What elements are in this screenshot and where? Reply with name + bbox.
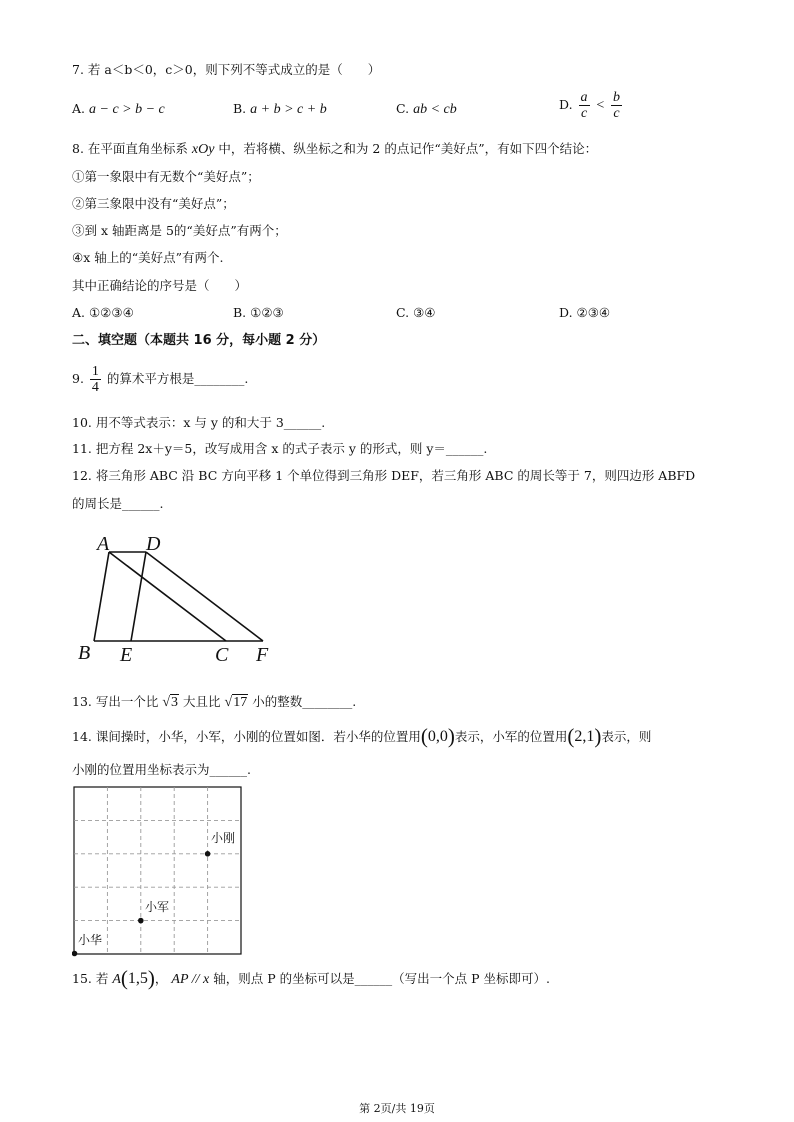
q7-option-c-label: C. (396, 101, 410, 116)
q8-item-4: ④x 轴上的“美好点”有两个. (72, 250, 224, 265)
q9 (72, 364, 248, 395)
q8-option-b: B. ①②③ (233, 305, 284, 320)
q15-mid: ， (154, 971, 168, 986)
q7-option-a (72, 99, 165, 120)
q7-option-d-lhs-fraction (579, 90, 590, 121)
q13-sqrt-17: √17 (224, 695, 248, 710)
q7-option-b-expr: a + b > c + b (250, 102, 327, 117)
q9-fraction (90, 364, 101, 395)
q7-option-d-label: D. (559, 97, 573, 112)
q14-grid-figure (72, 785, 246, 957)
q7-option-b-label: B. (233, 101, 247, 116)
q7-option-d-operator: < (595, 98, 605, 113)
fraction-numerator: b (612, 90, 620, 105)
segment-ac (109, 552, 226, 641)
label-xiaogang: 小刚 (211, 831, 236, 845)
label-b: B (78, 642, 91, 664)
q14-point-xiaojun: (2,1) (567, 724, 602, 748)
point-xiaojun (138, 918, 144, 924)
q9-text: 的算术平方根是________. (106, 371, 249, 386)
section-heading: 二、填空题（本题共 16 分，每小题 2 分） (72, 333, 326, 348)
q15-point-a-coords: 1,5 (127, 970, 148, 987)
label-xiaohua: 小华 (78, 933, 103, 947)
q8-stem-pre: 8. 在平面直角坐标系 (72, 141, 188, 156)
fraction-numerator: a (580, 90, 588, 105)
q7-option-d-rhs-fraction (611, 90, 622, 121)
q8-stem (72, 139, 597, 160)
label-c: C (215, 644, 229, 666)
q8-option-a: A. ①②③④ (72, 305, 134, 320)
q7-option-a-expr: a − c > b − c (89, 102, 165, 117)
point-xiaogang (205, 851, 211, 857)
q9-number: 9. (72, 371, 84, 386)
q12-line-1: 12. 将三角形 ABC 沿 BC 方向平移 1 个单位得到三角形 DEF，若三角形 ABC 的周长等于 7，则四边形 ABFD (72, 468, 696, 483)
fraction-denominator: c (580, 106, 588, 121)
q13-mid: 大且比 (183, 694, 221, 709)
q8-stem-var: xOy (191, 142, 215, 157)
label-a: A (97, 533, 110, 555)
page-footer: 第 2页/共 19页 (359, 1102, 435, 1115)
q8-option-d: D. ②③④ (559, 305, 611, 320)
label-xiaojun: 小军 (145, 900, 170, 914)
q13 (72, 692, 356, 713)
segment-de (131, 552, 146, 641)
q14-post: 表示，则 (601, 729, 652, 744)
label-f: F (256, 644, 269, 666)
q15-post: 轴，则点 P 的坐标可以是______（写出一个点 P 坐标即可）. (213, 971, 550, 986)
q7-option-c (396, 99, 457, 120)
radicand: 3 (171, 695, 179, 710)
q14-pre: 14. 课间操时，小华，小军，小刚的位置如图．若小华的位置用 (72, 729, 421, 744)
q13-pre: 13. 写出一个比 (72, 694, 159, 709)
q7-option-b (233, 99, 327, 120)
fraction-numerator: 1 (91, 364, 99, 379)
q15-point-a-name: A (112, 972, 121, 987)
q15-ap-parallel: AP // x (171, 972, 210, 987)
segment-df (146, 552, 263, 641)
q8-item-1: ①第一象限中有无数个“美好点”； (72, 169, 260, 184)
q13-sqrt-3: √3 (162, 695, 179, 710)
fraction-denominator: c (613, 106, 620, 121)
q7-option-a-label: A. (72, 101, 86, 116)
point-xiaohua (72, 951, 77, 957)
q14-line-1 (72, 726, 651, 747)
q11: 11. 把方程 2x＋y＝5，改写成用含 x 的式子表示 y 的形式，则 y＝______. (72, 441, 488, 456)
segment-ab (94, 552, 109, 641)
label-d: D (146, 533, 161, 555)
q10: 10. 用不等式表示：x 与 y 的和大于 3______. (72, 415, 326, 430)
q7-stem: 7. 若 a＜b＜0，c＞0，则下列不等式成立的是（ ） (72, 62, 381, 77)
q15-pre: 15. 若 (72, 971, 109, 986)
q8-ask: 其中正确结论的序号是（ ） (72, 278, 248, 293)
radicand: 17 (233, 695, 248, 710)
q8-stem-post: 中，若将横、纵坐标之和为 2 的点记作“美好点”，有如下四个结论： (218, 141, 598, 156)
q14-point-xiaojun-coords: 2,1 (574, 728, 595, 745)
fraction-denominator: 4 (91, 380, 99, 395)
q12-line-2: 的周长是______. (72, 496, 164, 511)
q7-option-c-expr: ab < cb (413, 102, 457, 117)
q14-point-xiaohua: (0,0) (420, 724, 455, 748)
q14-point-xiaohua-coords: 0,0 (427, 728, 448, 745)
q13-post: 小的整数________. (252, 694, 357, 709)
label-e: E (120, 644, 133, 666)
q15 (72, 968, 550, 990)
q8-item-2: ②第三象限中没有“美好点”； (72, 196, 235, 211)
q14-line-2: 小刚的位置用坐标表示为______. (72, 762, 251, 777)
q7-option-d (559, 90, 624, 121)
q8-option-c: C. ③④ (396, 305, 436, 320)
q12-translation-figure (70, 528, 290, 673)
q15-point-a: A(1,5) (112, 966, 155, 990)
q8-item-3: ③到 x 轴距离是 5的“美好点”有两个； (72, 223, 287, 238)
grid-border (74, 787, 241, 954)
q14-mid: 表示，小军的位置用 (454, 729, 568, 744)
